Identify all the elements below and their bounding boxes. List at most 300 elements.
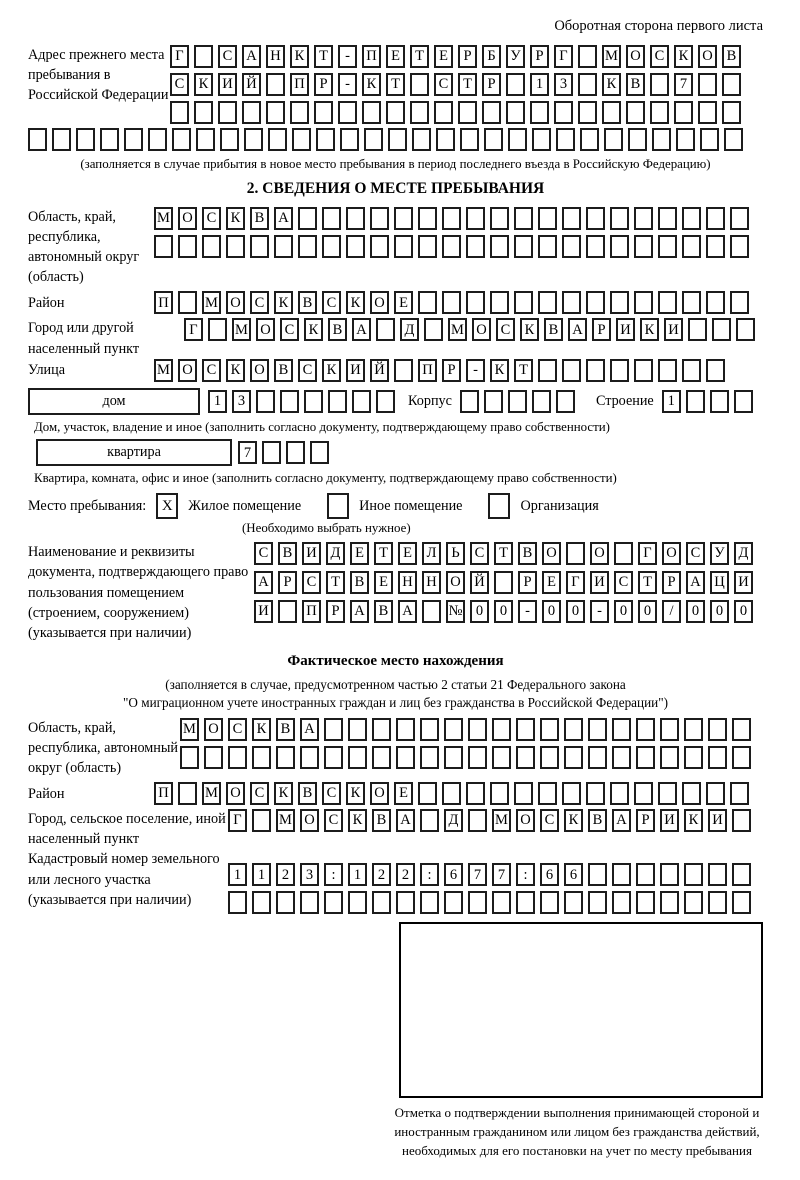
char-cell: О — [370, 291, 389, 314]
char-cell — [722, 73, 741, 96]
char-cell: И — [218, 73, 237, 96]
char-cell: Д — [326, 542, 345, 565]
char-cell — [324, 746, 343, 769]
char-cell — [418, 207, 437, 230]
char-cell — [588, 718, 607, 741]
char-cell — [706, 359, 725, 382]
char-cell — [418, 782, 437, 805]
char-cell — [444, 718, 463, 741]
char-strip-stroenie — [662, 390, 758, 413]
char-cell: К — [640, 318, 659, 341]
char-cell: Е — [434, 45, 453, 68]
char-cell — [650, 73, 669, 96]
char-cell — [322, 207, 341, 230]
char-cell — [490, 235, 509, 258]
char-cell: Д — [400, 318, 419, 341]
char-cell — [684, 891, 703, 914]
char-cell: В — [374, 600, 393, 623]
char-cell: О — [250, 359, 269, 382]
char-cell — [514, 782, 533, 805]
char-cell — [564, 891, 583, 914]
char-cell: П — [302, 600, 321, 623]
char-cell: Р — [442, 359, 461, 382]
char-cell: 3 — [232, 390, 251, 413]
char-cell: Е — [542, 571, 561, 594]
char-cell: Р — [326, 600, 345, 623]
char-cell — [466, 235, 485, 258]
char-cell — [736, 318, 755, 341]
char-strip-house — [208, 390, 400, 413]
char-cell — [612, 891, 631, 914]
char-cell — [684, 718, 703, 741]
char-strip-fact-city — [228, 809, 756, 832]
char-cell: - — [338, 73, 357, 96]
char-cell — [586, 235, 605, 258]
char-cell: К — [564, 809, 583, 832]
char-cell: О — [472, 318, 491, 341]
char-cell: 6 — [444, 863, 463, 886]
char-cell — [676, 128, 695, 151]
char-cell — [610, 291, 629, 314]
char-cell — [208, 318, 227, 341]
char-cell: А — [242, 45, 261, 68]
char-cell: - — [518, 600, 537, 623]
char-cell — [324, 891, 343, 914]
fact-district-label: Район — [28, 785, 65, 802]
char-cell: Т — [410, 45, 429, 68]
char-cell: 7 — [492, 863, 511, 886]
char-cell — [364, 128, 383, 151]
char-cell — [28, 128, 47, 151]
char-cell: К — [274, 782, 293, 805]
char-cell — [722, 101, 741, 124]
char-cell — [396, 718, 415, 741]
char-cell: С — [170, 73, 189, 96]
char-cell: 2 — [276, 863, 295, 886]
char-cell — [564, 718, 583, 741]
char-cell: О — [590, 542, 609, 565]
char-strip-prev-address-3 — [170, 101, 746, 124]
char-cell: И — [660, 809, 679, 832]
char-cell: И — [708, 809, 727, 832]
char-cell — [586, 291, 605, 314]
char-cell — [52, 128, 71, 151]
char-cell: В — [350, 571, 369, 594]
char-cell — [394, 359, 413, 382]
char-cell — [658, 359, 677, 382]
char-cell — [196, 128, 215, 151]
char-cell — [298, 207, 317, 230]
char-cell: О — [178, 359, 197, 382]
char-cell — [434, 101, 453, 124]
city-row — [28, 318, 763, 358]
char-cell — [634, 207, 653, 230]
char-cell — [724, 128, 743, 151]
char-cell — [612, 746, 631, 769]
stay-options — [156, 493, 763, 519]
char-cell: Р — [592, 318, 611, 341]
char-cell: С — [434, 73, 453, 96]
char-cell — [682, 359, 701, 382]
char-cell — [732, 809, 751, 832]
char-cell — [262, 441, 281, 464]
actual-location-title: Фактическое место нахождения — [287, 653, 504, 670]
char-cell: О — [516, 809, 535, 832]
char-cell: Ь — [446, 542, 465, 565]
char-cell: Р — [530, 45, 549, 68]
char-cell: Й — [370, 359, 389, 382]
char-cell — [602, 101, 621, 124]
char-cell — [154, 235, 173, 258]
char-cell: - — [338, 45, 357, 68]
char-strip-city — [184, 318, 760, 341]
char-cell: : — [516, 863, 535, 886]
char-cell — [172, 128, 191, 151]
char-cell — [612, 863, 631, 886]
char-cell: Д — [734, 542, 753, 565]
char-cell — [180, 746, 199, 769]
char-cell: Р — [458, 45, 477, 68]
char-cell: К — [304, 318, 323, 341]
char-cell: 7 — [674, 73, 693, 96]
region-row — [28, 207, 763, 288]
char-cell — [280, 390, 299, 413]
char-cell — [444, 891, 463, 914]
char-cell: О — [626, 45, 645, 68]
house-row — [28, 388, 763, 415]
char-cell: С — [202, 207, 221, 230]
char-cell: С — [250, 291, 269, 314]
char-cell — [482, 101, 501, 124]
char-cell — [376, 390, 395, 413]
char-cell: Г — [566, 571, 585, 594]
char-cell — [394, 235, 413, 258]
char-cell — [566, 542, 585, 565]
char-cell — [286, 441, 305, 464]
char-cell — [708, 718, 727, 741]
char-cell — [266, 101, 285, 124]
char-cell — [580, 128, 599, 151]
char-cell: К — [602, 73, 621, 96]
char-cell — [578, 101, 597, 124]
char-cell — [538, 235, 557, 258]
char-cell — [730, 235, 749, 258]
stay-option-checkbox-3 — [488, 493, 510, 519]
char-cell: 1 — [348, 863, 367, 886]
char-cell: И — [302, 542, 321, 565]
char-cell: В — [328, 318, 347, 341]
char-cell — [348, 891, 367, 914]
char-cell: В — [298, 782, 317, 805]
char-strip-street — [154, 359, 730, 382]
char-cell — [660, 863, 679, 886]
char-cell — [658, 782, 677, 805]
char-cell — [506, 101, 525, 124]
char-cell — [538, 207, 557, 230]
stay-option-checkbox-2 — [327, 493, 349, 519]
char-cell — [490, 782, 509, 805]
char-cell — [468, 718, 487, 741]
char-cell — [684, 863, 703, 886]
char-cell — [304, 390, 323, 413]
char-cell: Е — [394, 291, 413, 314]
char-cell: М — [154, 207, 173, 230]
char-cell — [538, 359, 557, 382]
document-strips — [254, 542, 758, 623]
char-cell — [516, 718, 535, 741]
char-cell — [194, 45, 213, 68]
char-cell — [516, 746, 535, 769]
char-cell — [442, 782, 461, 805]
char-cell: Т — [638, 571, 657, 594]
char-cell — [734, 390, 753, 413]
cadastre-strips — [228, 863, 756, 914]
char-cell: Г — [170, 45, 189, 68]
char-cell — [300, 746, 319, 769]
char-cell — [490, 291, 509, 314]
char-cell — [484, 390, 503, 413]
char-cell: В — [372, 809, 391, 832]
char-cell — [636, 718, 655, 741]
char-cell: К — [346, 782, 365, 805]
char-cell: 0 — [638, 600, 657, 623]
char-cell: А — [350, 600, 369, 623]
char-cell — [340, 128, 359, 151]
char-cell: А — [398, 600, 417, 623]
char-cell: Р — [662, 571, 681, 594]
char-cell: Т — [374, 542, 393, 565]
char-cell: И — [734, 571, 753, 594]
char-cell: С — [686, 542, 705, 565]
char-cell — [532, 128, 551, 151]
char-cell — [660, 718, 679, 741]
char-cell: Т — [514, 359, 533, 382]
char-cell: С — [470, 542, 489, 565]
char-cell: В — [278, 542, 297, 565]
char-cell — [712, 318, 731, 341]
char-cell — [732, 863, 751, 886]
char-cell: И — [616, 318, 635, 341]
char-cell — [732, 718, 751, 741]
char-cell: С — [298, 359, 317, 382]
char-cell: 0 — [542, 600, 561, 623]
char-cell: В — [588, 809, 607, 832]
char-cell — [732, 746, 751, 769]
fact-region-row — [28, 718, 763, 778]
char-cell: О — [226, 291, 245, 314]
char-cell: - — [466, 359, 485, 382]
char-cell: С — [614, 571, 633, 594]
char-cell — [682, 207, 701, 230]
char-cell — [698, 101, 717, 124]
char-cell: В — [518, 542, 537, 565]
char-cell: В — [250, 207, 269, 230]
char-cell — [338, 101, 357, 124]
char-cell: О — [226, 782, 245, 805]
char-cell: Ц — [710, 571, 729, 594]
char-cell — [348, 718, 367, 741]
char-cell: С — [228, 718, 247, 741]
char-cell: Т — [458, 73, 477, 96]
district-row — [28, 291, 763, 314]
char-cell — [324, 718, 343, 741]
char-cell — [278, 600, 297, 623]
cadastre-row — [28, 849, 763, 914]
corner-note: Оборотная сторона первого листа — [554, 18, 763, 34]
char-cell — [562, 782, 581, 805]
street-label: Улица — [28, 362, 66, 379]
char-cell: С — [496, 318, 515, 341]
char-cell — [420, 809, 439, 832]
char-cell: А — [396, 809, 415, 832]
apartment-row — [28, 439, 763, 466]
char-cell — [346, 235, 365, 258]
char-cell — [468, 809, 487, 832]
char-cell: 1 — [662, 390, 681, 413]
char-cell — [442, 207, 461, 230]
char-cell: О — [178, 207, 197, 230]
char-cell: Л — [422, 542, 441, 565]
char-cell — [370, 235, 389, 258]
char-cell — [410, 101, 429, 124]
char-cell — [316, 128, 335, 151]
char-strip-cadastre-2 — [228, 891, 756, 914]
char-cell: 0 — [686, 600, 705, 623]
char-cell — [290, 101, 309, 124]
char-cell — [706, 782, 725, 805]
char-cell — [586, 207, 605, 230]
char-cell: 1 — [530, 73, 549, 96]
char-cell — [540, 718, 559, 741]
char-strip-region-2 — [154, 235, 754, 258]
char-cell — [578, 45, 597, 68]
char-cell: - — [590, 600, 609, 623]
char-cell: Й — [470, 571, 489, 594]
char-cell — [410, 73, 429, 96]
char-cell — [466, 291, 485, 314]
char-cell: К — [322, 359, 341, 382]
char-cell — [170, 101, 189, 124]
char-cell — [276, 891, 295, 914]
prev-address-label: Адрес прежнего места пребывания в Российской Федерации — [28, 47, 169, 104]
char-cell — [636, 863, 655, 886]
char-cell: С — [540, 809, 559, 832]
char-cell: Т — [494, 542, 513, 565]
char-cell: Р — [636, 809, 655, 832]
char-cell: О — [300, 809, 319, 832]
char-strip-district — [154, 291, 754, 314]
char-cell — [516, 891, 535, 914]
char-cell: : — [324, 863, 343, 886]
char-cell: 0 — [734, 600, 753, 623]
char-strip-fact-region-1 — [180, 718, 756, 741]
house-note: Дом, участок, владение и иное (заполнить согласно документу, подтверждающему право собственности) — [34, 419, 610, 434]
char-cell — [228, 746, 247, 769]
char-cell: Р — [314, 73, 333, 96]
stay-type-label: Место пребывания: — [28, 497, 147, 514]
char-cell: 7 — [238, 441, 257, 464]
char-cell: О — [662, 542, 681, 565]
char-cell — [540, 891, 559, 914]
char-cell — [310, 441, 329, 464]
char-cell — [682, 235, 701, 258]
char-cell: С — [302, 571, 321, 594]
char-cell: О — [256, 318, 275, 341]
stroenie-label: Строение — [595, 392, 654, 409]
char-cell: О — [542, 542, 561, 565]
char-cell: Н — [398, 571, 417, 594]
char-cell — [658, 207, 677, 230]
char-strip-prev-address-1 — [170, 45, 746, 68]
char-cell: В — [544, 318, 563, 341]
char-cell — [100, 128, 119, 151]
char-cell — [466, 782, 485, 805]
char-cell — [494, 571, 513, 594]
prev-address-block — [28, 45, 763, 124]
char-cell — [730, 291, 749, 314]
char-cell — [124, 128, 143, 151]
char-cell — [484, 128, 503, 151]
fact-region-strips — [180, 718, 756, 769]
char-cell — [562, 235, 581, 258]
char-cell — [314, 101, 333, 124]
char-cell: 2 — [372, 863, 391, 886]
char-cell: Е — [394, 782, 413, 805]
document-label: Наименование и реквизиты документа, подтверждающего право пользования помещением (строением, сооружением) (указывается при наличии) — [28, 544, 249, 641]
char-cell: К — [194, 73, 213, 96]
char-cell: 0 — [566, 600, 585, 623]
char-cell: Е — [386, 45, 405, 68]
char-cell: М — [202, 782, 221, 805]
char-cell — [252, 809, 271, 832]
char-cell — [376, 318, 395, 341]
char-cell: К — [348, 809, 367, 832]
char-cell — [466, 207, 485, 230]
char-cell — [706, 291, 725, 314]
char-cell — [612, 718, 631, 741]
char-cell: М — [276, 809, 295, 832]
char-cell — [708, 891, 727, 914]
char-strip-document-1 — [254, 542, 758, 565]
char-cell: С — [250, 782, 269, 805]
char-cell — [226, 235, 245, 258]
char-cell — [636, 746, 655, 769]
fact-region-label: Область, край, республика, автономный округ (область) — [28, 719, 179, 776]
char-cell — [220, 128, 239, 151]
char-cell: В — [274, 359, 293, 382]
char-cell — [396, 746, 415, 769]
char-cell — [370, 207, 389, 230]
char-cell: М — [202, 291, 221, 314]
char-cell: У — [710, 542, 729, 565]
char-cell — [706, 207, 725, 230]
char-cell — [362, 101, 381, 124]
char-cell: А — [686, 571, 705, 594]
law-note-line1: (заполняется в случае, предусмотренном частью 2 статьи 21 Федерального закона — [165, 677, 626, 693]
char-cell — [348, 746, 367, 769]
char-cell — [634, 235, 653, 258]
char-cell: К — [290, 45, 309, 68]
char-cell: Е — [398, 542, 417, 565]
char-cell — [636, 891, 655, 914]
char-strip-korpus — [460, 390, 580, 413]
char-cell — [424, 318, 443, 341]
char-cell — [514, 235, 533, 258]
char-cell: С — [650, 45, 669, 68]
char-cell: М — [602, 45, 621, 68]
char-cell: К — [274, 291, 293, 314]
char-cell — [532, 390, 551, 413]
